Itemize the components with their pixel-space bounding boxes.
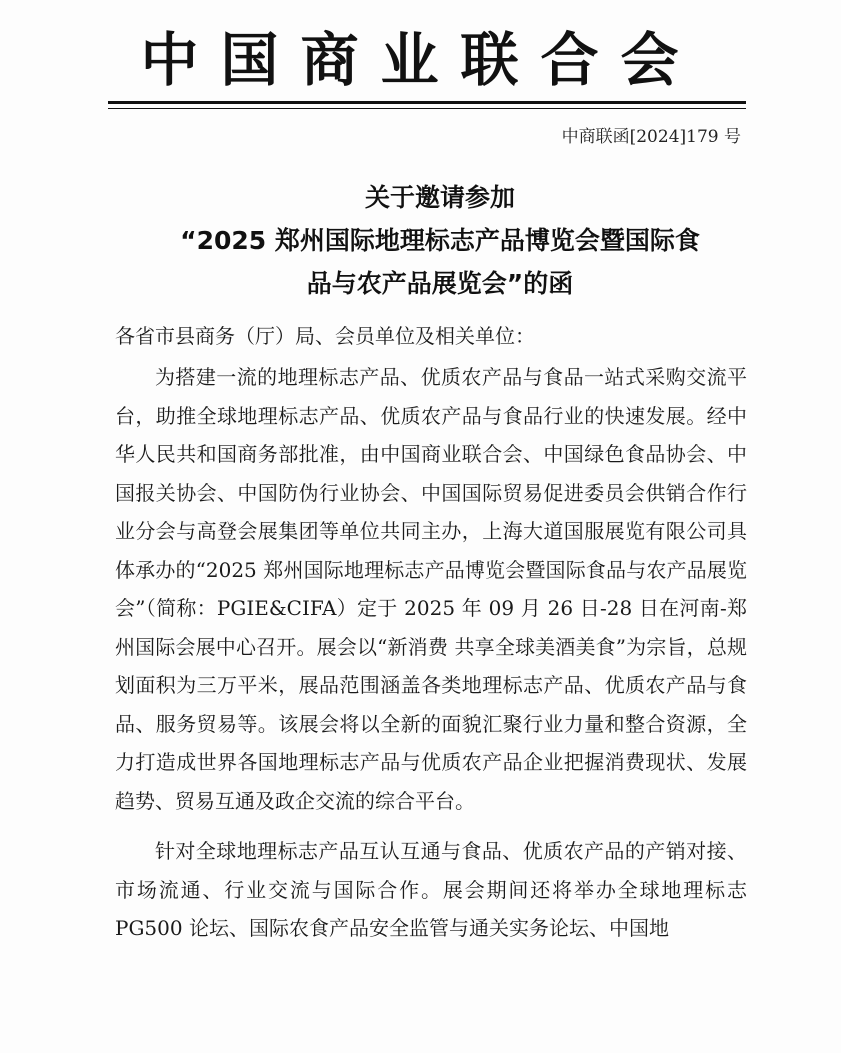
letterhead-rule-thin — [108, 108, 746, 109]
document-number: 中商联函[2024]179 号 — [561, 127, 741, 147]
letterhead-title: 中国商业联合会 — [140, 26, 701, 94]
letterhead-rule-thick — [108, 101, 746, 104]
body-paragraph-1: 为搭建一流的地理标志产品、优质农产品与食品一站式采购交流平台，助推全球地理标志产品、优质农产品与食品行业的快速发展。经中华人民共和国商务部批准，由中国商业联合会、中国绿色食品协会、中国报关协会、中国防伪行业协会、中国国际贸易促进委员会供销合作行业分会与高登会展集团等单位共同主办，上海大道国服展览有限公司具体承办的“2025 郑州国际地理标志产品博览会暨国际食品与农产品展览会”（简称：PGIE&CIFA）定于 2025 年 09 月 26 日-28 日在河南-郑州国际会展中心召开。展会以“新消费 共享全球美酒美食”为宗旨，总规划面积为三万平米，展品范围涵盖各类地理标志产品、优质农产品与食品、服务贸易等。该展会将以全新的面貌汇聚行业力量和整合资源，全力打造成世界各国地理标志产品与优质农产品企业把握消费现状、发展趋势、贸易互通及政企交流的综合平台。 — [115, 365, 747, 813]
document-title — [80, 176, 800, 305]
title-line-2: “2025 郑州国际地理标志产品博览会暨国际食 — [180, 226, 700, 255]
body-paragraph-2: 针对全球地理标志产品互认互通与食品、优质农产品的产销对接、市场流通、行业交流与国际合作。展会期间还将举办全球地理标志 PG500 论坛、国际农食产品安全监管与通关实务论坛、中国地 — [115, 839, 747, 940]
letter-body — [115, 358, 747, 948]
title-line-3: 品与农产品展览会”的函 — [306, 269, 574, 298]
salutation: 各省市县商务（厅）局、会员单位及相关单位： — [115, 324, 535, 348]
title-line-1: 关于邀请参加 — [364, 183, 515, 212]
